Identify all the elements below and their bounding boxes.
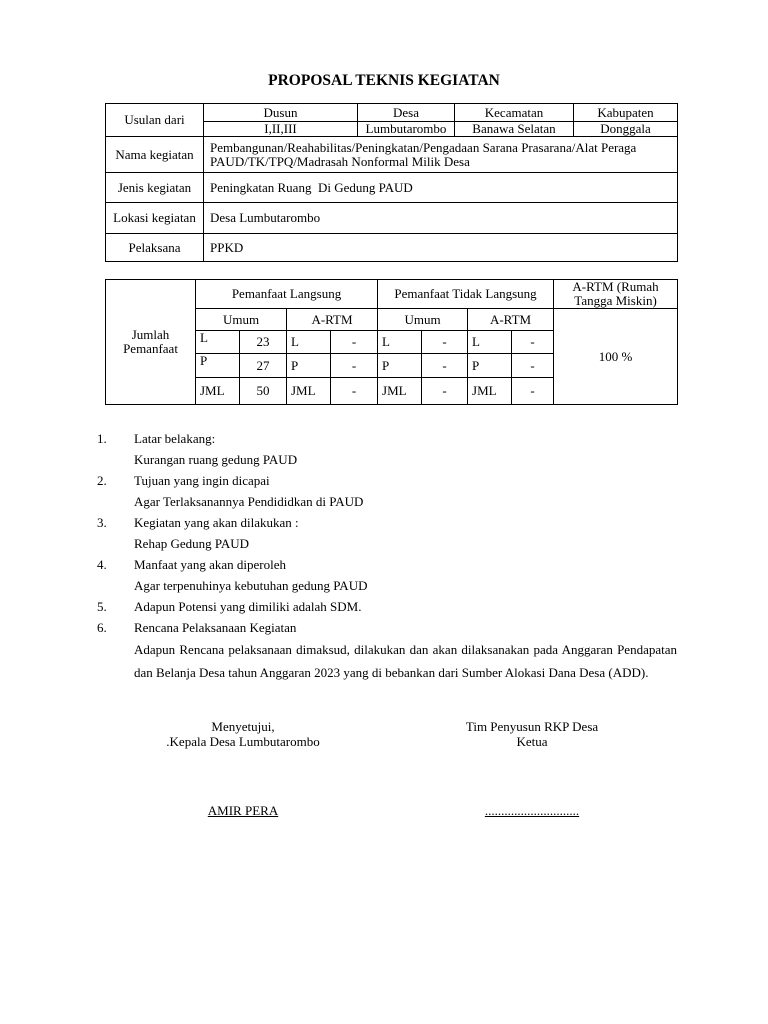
section-6-body xyxy=(97,638,677,708)
lokasi-kegiatan-label: Lokasi kegiatan xyxy=(106,203,204,234)
direct-artm-p-value: - xyxy=(331,354,378,378)
direct-artm-jml-label: JML xyxy=(287,378,331,405)
section-3-body xyxy=(97,533,677,554)
section-title: Manfaat yang akan diperoleh xyxy=(134,557,286,572)
indirect-artm-header: A-RTM xyxy=(468,309,554,331)
indirect-artm-p-label: P xyxy=(468,354,512,378)
right-signer-name: ............................. xyxy=(484,803,580,818)
approver-title: .Kepala Desa Lumbutarombo xyxy=(166,734,320,749)
team-label: Tim Penyusun RKP Desa xyxy=(465,719,599,734)
jumlah-pemanfaat-label: Jumlah Pemanfaat xyxy=(106,280,196,405)
indirect-umum-l-label: L xyxy=(378,331,422,354)
pelaksana-label: Pelaksana xyxy=(106,234,204,262)
header-kabupaten: Kabupaten xyxy=(574,104,678,122)
proposal-sections xyxy=(97,428,677,708)
section-number: 3. xyxy=(97,515,107,530)
usulan-label: Usulan dari xyxy=(106,104,204,137)
indirect-artm-l-label: L xyxy=(468,331,512,354)
header-dusun: Dusun xyxy=(204,104,358,122)
direct-umum-jml-label: JML xyxy=(196,378,240,405)
section-number: 2. xyxy=(97,473,107,488)
direct-umum-p-value: 27 xyxy=(240,354,287,378)
jenis-kegiatan-value: Peningkatan Ruang Di Gedung PAUD xyxy=(204,173,678,203)
section-title: Tujuan yang ingin dicapai xyxy=(134,473,270,488)
value-dusun: I,II,III xyxy=(204,122,358,137)
direct-artm-jml-value: - xyxy=(331,378,378,405)
pemanfaat-langsung-header: Pemanfaat Langsung xyxy=(196,280,378,309)
section-1-body xyxy=(97,449,677,470)
pelaksana-value: PPKD xyxy=(204,234,678,262)
indirect-artm-jml-label: JML xyxy=(468,378,512,405)
section-6-heading xyxy=(97,617,677,638)
team-role: Ketua xyxy=(516,734,548,749)
section-1-heading xyxy=(97,428,677,449)
section-number: 5. xyxy=(97,599,107,614)
section-title: Rencana Pelaksanaan Kegiatan xyxy=(134,620,297,635)
value-kabupaten: Donggala xyxy=(574,122,678,137)
section-2-heading xyxy=(97,470,677,491)
nama-kegiatan-label: Nama kegiatan xyxy=(106,137,204,173)
artm-rumah-tangga-header: A-RTM (Rumah Tangga Miskin) xyxy=(554,280,678,309)
left-signer-name: AMIR PERA xyxy=(207,803,279,818)
section-body: Agar terpenuhinya kebutuhan gedung PAUD xyxy=(134,578,368,593)
section-2-body xyxy=(97,491,677,512)
document-title: PROPOSAL TEKNIS KEGIATAN xyxy=(268,72,500,89)
direct-umum-header: Umum xyxy=(196,309,287,331)
indirect-umum-jml-value: - xyxy=(422,378,468,405)
indirect-artm-p-value: - xyxy=(512,354,554,378)
indirect-umum-p-label: P xyxy=(378,354,422,378)
section-number: 1. xyxy=(97,431,107,446)
header-kecamatan: Kecamatan xyxy=(455,104,574,122)
section-title: Kegiatan yang akan dilakukan : xyxy=(134,515,299,530)
direct-umum-p-label: P xyxy=(196,354,240,378)
artm-percentage: 100 % xyxy=(554,309,678,405)
section-body: Agar Terlaksanannya Pendididkan di PAUD xyxy=(134,494,364,509)
section-title: Adapun Potensi yang dimiliki adalah SDM. xyxy=(134,599,362,614)
direct-artm-l-value: - xyxy=(331,331,378,354)
nama-kegiatan-value: Pembangunan/Reahabilitas/Peningkatan/Pengadaan Sarana Prasarana/Alat Peraga PAUD/TK/TPQ/Madrasah Nonformal Milik Desa xyxy=(204,137,678,173)
activity-info-table xyxy=(105,103,678,262)
indirect-umum-header: Umum xyxy=(378,309,468,331)
indirect-umum-l-value: - xyxy=(422,331,468,354)
indirect-artm-jml-value: - xyxy=(512,378,554,405)
value-kecamatan: Banawa Selatan xyxy=(455,122,574,137)
beneficiary-table xyxy=(105,279,678,405)
direct-umum-l-label: L xyxy=(196,331,240,354)
section-4-heading xyxy=(97,554,677,575)
approval-label: Menyetujui, xyxy=(211,719,275,734)
section-number: 4. xyxy=(97,557,107,572)
indirect-artm-l-value: - xyxy=(512,331,554,354)
section-4-body xyxy=(97,575,677,596)
direct-artm-header: A-RTM xyxy=(287,309,378,331)
header-desa: Desa xyxy=(358,104,455,122)
value-desa: Lumbutarombo xyxy=(358,122,455,137)
signature-right-block xyxy=(422,719,642,749)
section-body: Rehap Gedung PAUD xyxy=(134,536,250,551)
lokasi-kegiatan-value: Desa Lumbutarombo xyxy=(204,203,678,234)
indirect-umum-jml-label: JML xyxy=(378,378,422,405)
section-title: Latar belakang: xyxy=(134,431,216,446)
indirect-umum-p-value: - xyxy=(422,354,468,378)
section-number: 6. xyxy=(97,620,107,635)
pemanfaat-tidak-langsung-header: Pemanfaat Tidak Langsung xyxy=(378,280,554,309)
direct-umum-jml-value: 50 xyxy=(240,378,287,405)
section-3-heading xyxy=(97,512,677,533)
direct-artm-l-label: L xyxy=(287,331,331,354)
direct-umum-l-value: 23 xyxy=(240,331,287,354)
direct-artm-p-label: P xyxy=(287,354,331,378)
section-body: Kurangan ruang gedung PAUD xyxy=(134,452,298,467)
signature-left-block xyxy=(143,719,343,749)
section-5-heading xyxy=(97,596,677,617)
jenis-kegiatan-label: Jenis kegiatan xyxy=(106,173,204,203)
section-paragraph: Adapun Rencana pelaksanaan dimaksud, dilakukan dan akan dilaksanakan pada Anggaran Pendapatan dan Belanja Desa tahun Anggaran 2023 yang di bebankan dari Sumber Alokasi Dana Desa (ADD). xyxy=(134,642,677,680)
